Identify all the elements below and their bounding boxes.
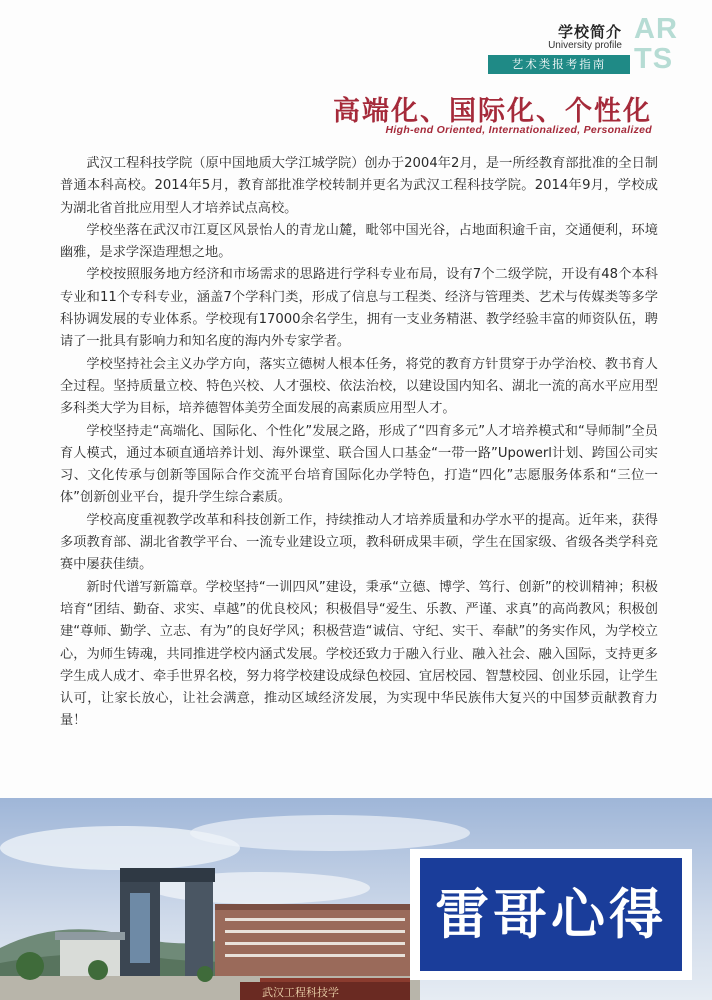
paragraph-3: 学校按照服务地方经济和市场需求的思路进行学科专业布局，设有7个二级学院，开设有48个本科专业和11个专科专业，涵盖7个学科门类，形成了信息与工程类、经济与管理类、艺术与传媒类等多学科协调发展的专业体系。学校现有17000余名学生，拥有一支业务精湛、教学经验丰富的师资队伍，聘请了一批具有影响力和知名度的海内外专家学者。	[60, 267, 658, 350]
header-subtitle: University profile	[548, 40, 622, 51]
cloud	[190, 815, 470, 851]
header-title: 学校简介	[557, 23, 622, 41]
paragraph-1: 武汉工程科技学院（原中国地质大学江城学院）创办于2004年2月，是一所经教育部批准的全日制普通本科高校。2014年5月，教育部批准学校转制并更名为武汉工程科技学院。2014年9月，学校成为湖北省首批应用型人才培养试点高校。	[60, 156, 658, 216]
paragraph-7: 新时代谱写新篇章。学校坚持“一训四风”建设，秉承“立德、博学、笃行、创新”的校训精神；积极培育“团结、勤奋、求实、卓越”的优良校风；积极倡导“爱生、乐教、严谨、求真”的高尚教风；积极创建“尊师、勤学、立志、有为”的良好学风；积极营造“诚信、守纪、实干、奉献”的务实作风，为学校立心，为师生铸魂，共同推进学校内涵式发展。学校还致力于融入行业、融入社会、融入国际，支持更多学生成人成才、牵手世界名校，努力将学校建设成绿色校园、宜居校园、智慧校园、创业乐园，让学生认可，让家长放心，让社会满意，推动区域经济发展，为实现中华民族伟大复兴的中国梦贡献教育力量！	[60, 579, 658, 729]
paragraph-5: 学校坚持走“高端化、国际化、个性化”发展之路，形成了“四育多元”人才培养模式和“导师制”全员育人模式，通过本硕直通培养计划、海外课堂、联合国人口基金“一带一路”Upowerl计划、跨国公司实习、文化传承与创新等国际合作交流平台培育国际化办学特色，打造“四化”志愿服务体系和“三位一体”创新创业平台，提升学生综合素质。	[60, 423, 658, 506]
watermark-label: 雷哥心得	[420, 858, 682, 971]
arts-logo	[634, 14, 682, 78]
paragraph-4: 学校坚持社会主义办学方向，落实立德树人根本任务，将党的教育方针贯穿于办学治校、教书育人全过程。坚持质量立校、特色兴校、人才强校、依法治校，以建设国内知名、湖北一流的高水平应用型多科类大学为目标，培养德智体美劳全面发展的高素质应用型人才。	[60, 356, 658, 417]
gate-inscription: 武汉工程科技学	[262, 986, 339, 999]
arts-logo-bottom: TS	[634, 43, 674, 75]
gate-window	[130, 893, 150, 963]
building-roof	[215, 904, 410, 910]
paragraph-6: 学校高度重视教学改革和科技创新工作，持续推动人才培养质量和办学水平的提高。近年来，获得多项教育部、湖北省教学平台、一流专业建设立项，教科研成果丰硕，学生在国家级、省级各类学科竞赛中屡获佳绩。	[60, 512, 658, 573]
arts-logo-top: AR	[634, 13, 678, 45]
gate-beam	[120, 868, 215, 882]
gate-tower-right	[185, 882, 213, 980]
slogan-subtitle: High-end Oriented, Internationalized, Personalized	[385, 124, 652, 136]
pavilion-roof	[55, 932, 125, 940]
slogan-title: 高端化、国际化、个性化	[333, 96, 652, 127]
section-label: 艺术类报考指南	[488, 55, 630, 74]
paragraph-2: 学校坐落在武汉市江夏区风景怡人的青龙山麓，毗邻中国光谷，占地面积逾千亩，交通便利，环境幽雅，是求学深造理想之地。	[60, 222, 658, 261]
intro-text	[60, 153, 658, 733]
